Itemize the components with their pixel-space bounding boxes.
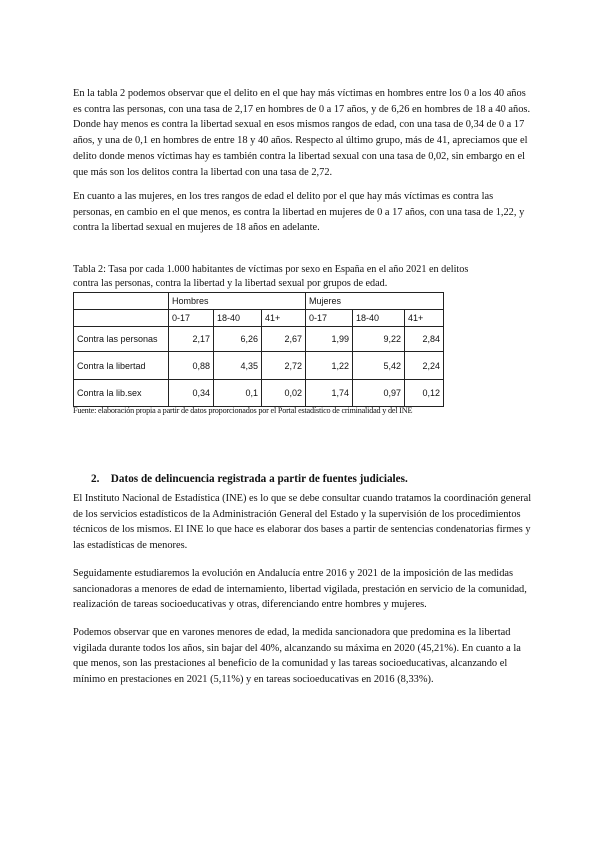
age-header: 0-17 bbox=[169, 310, 214, 327]
table-age-row bbox=[74, 310, 444, 327]
age-header: 41+ bbox=[405, 310, 444, 327]
table-header-row bbox=[74, 293, 444, 310]
table-blank-cell bbox=[74, 310, 169, 327]
age-header: 41+ bbox=[262, 310, 306, 327]
table-cell: 2,24 bbox=[405, 352, 444, 380]
table-cell: 0,1 bbox=[214, 380, 262, 407]
table-cell: 1,74 bbox=[306, 380, 353, 407]
table-cell: 4,35 bbox=[214, 352, 262, 380]
row-label: Contra las personas bbox=[74, 327, 169, 352]
table-cell: 0,12 bbox=[405, 380, 444, 407]
table-cell: 2,67 bbox=[262, 327, 306, 352]
paragraph-victims-men: En la tabla 2 podemos observar que el delito en el que hay más víctimas en hombres entre los 0 a los 40 años es contra las personas, con una tasa de 2,17 en hombres de 0 a 17 años, y de 6,26 en hombres de 18 a 40 años. Donde hay menos es contra la libertad sexual en esos mismos rangos de edad, con una tasa de 0,34 de 0 a 17 años, y una de 0,1 en hombres de entre 18 y 40 años. Respecto al último grupo, más de 41, apreciamos que el delito donde menos víctimas hay es también contra la libertad sexual con una tasa de 0,02, sin embargo en el que más son los delitos contra la libertad con una tasa de 2,72. bbox=[73, 88, 531, 178]
group-header-hombres: Hombres bbox=[169, 293, 306, 310]
table-cell: 6,26 bbox=[214, 327, 262, 352]
table-cell: 1,22 bbox=[306, 352, 353, 380]
table-cell: 2,84 bbox=[405, 327, 444, 352]
row-label: Contra la lib.sex bbox=[74, 380, 169, 407]
table-corner-cell bbox=[74, 293, 169, 310]
table-cell: 1,99 bbox=[306, 327, 353, 352]
table-source-note: Fuente: elaboración propia a partir de datos proporcionados por el Portal estadístico de criminalidad y del INE bbox=[73, 406, 413, 415]
section-title: Datos de delincuencia registrada a partir de fuentes judiciales. bbox=[110, 473, 408, 485]
group-header-mujeres: Mujeres bbox=[306, 293, 444, 310]
table-row bbox=[74, 380, 444, 407]
paragraph-victims-women: En cuanto a las mujeres, en los tres rangos de edad el delito por el que hay más víctimas es contra las personas, en cambio en el que menos, es contra la libertad en mujeres de 0 a 17 años, con una tasa de 1,22, y contra la libertad sexual en mujeres de 18 años en adelante. bbox=[73, 191, 525, 234]
paragraph-andalucia: Seguidamente estudiaremos la evolución en Andalucía entre 2016 y 2021 de la imposición de las medidas sancionadoras a menores de edad de internamiento, libertad vigilada, prestación en servicio de la comunidad, realización de tareas socioeducativas y otras, diferenciando entre hombres y mujeres. bbox=[73, 568, 527, 611]
section-number: 2. bbox=[91, 473, 100, 485]
row-label: Contra la libertad bbox=[74, 352, 169, 380]
table-cell: 0,97 bbox=[353, 380, 405, 407]
table-cell: 2,17 bbox=[169, 327, 214, 352]
paragraph-ine: El Instituto Nacional de Estadística (INE) es lo que se debe consultar cuando tratamos la coordinación general de los servicios estadísticos de la Administración General del Estado y la supervisión de los procedimientos técnicos de los mismos. El INE lo que hace es elaborar dos bases a partir de sentencias condenatorias firmes y las estadísticas de menores. bbox=[73, 493, 532, 552]
table-cell: 9,22 bbox=[353, 327, 405, 352]
table-cell: 2,72 bbox=[262, 352, 306, 380]
age-header: 18-40 bbox=[214, 310, 262, 327]
table-cell: 0,02 bbox=[262, 380, 306, 407]
table-row bbox=[74, 327, 444, 352]
table-cell: 0,88 bbox=[169, 352, 214, 380]
table-caption: Tabla 2: Tasa por cada 1.000 habitantes de víctimas por sexo en España en el año 2021 en delitos contra las personas, contra la libertad y la libertad sexual por grupos de edad. bbox=[73, 264, 469, 289]
age-header: 0-17 bbox=[306, 310, 353, 327]
age-header: 18-40 bbox=[353, 310, 405, 327]
table-cell: 0,34 bbox=[169, 380, 214, 407]
victims-rate-table bbox=[73, 292, 444, 407]
section-heading bbox=[91, 473, 408, 485]
table-cell: 5,42 bbox=[353, 352, 405, 380]
paragraph-measures: Podemos observar que en varones menores de edad, la medida sancionadora que predomina es la libertad vigilada durante todos los años, sin bajar del 40%, alcanzando su máxima en 2020 (45,21%). En cuanto a la que menos, son las prestaciones al beneficio de la comunidad y las tareas socioeducativas, alcanzando el mínimo en prestaciones en 2021 (5,11%) y en tareas socioeducativas en 2016 (8,33%). bbox=[73, 627, 521, 686]
table-row bbox=[74, 352, 444, 380]
